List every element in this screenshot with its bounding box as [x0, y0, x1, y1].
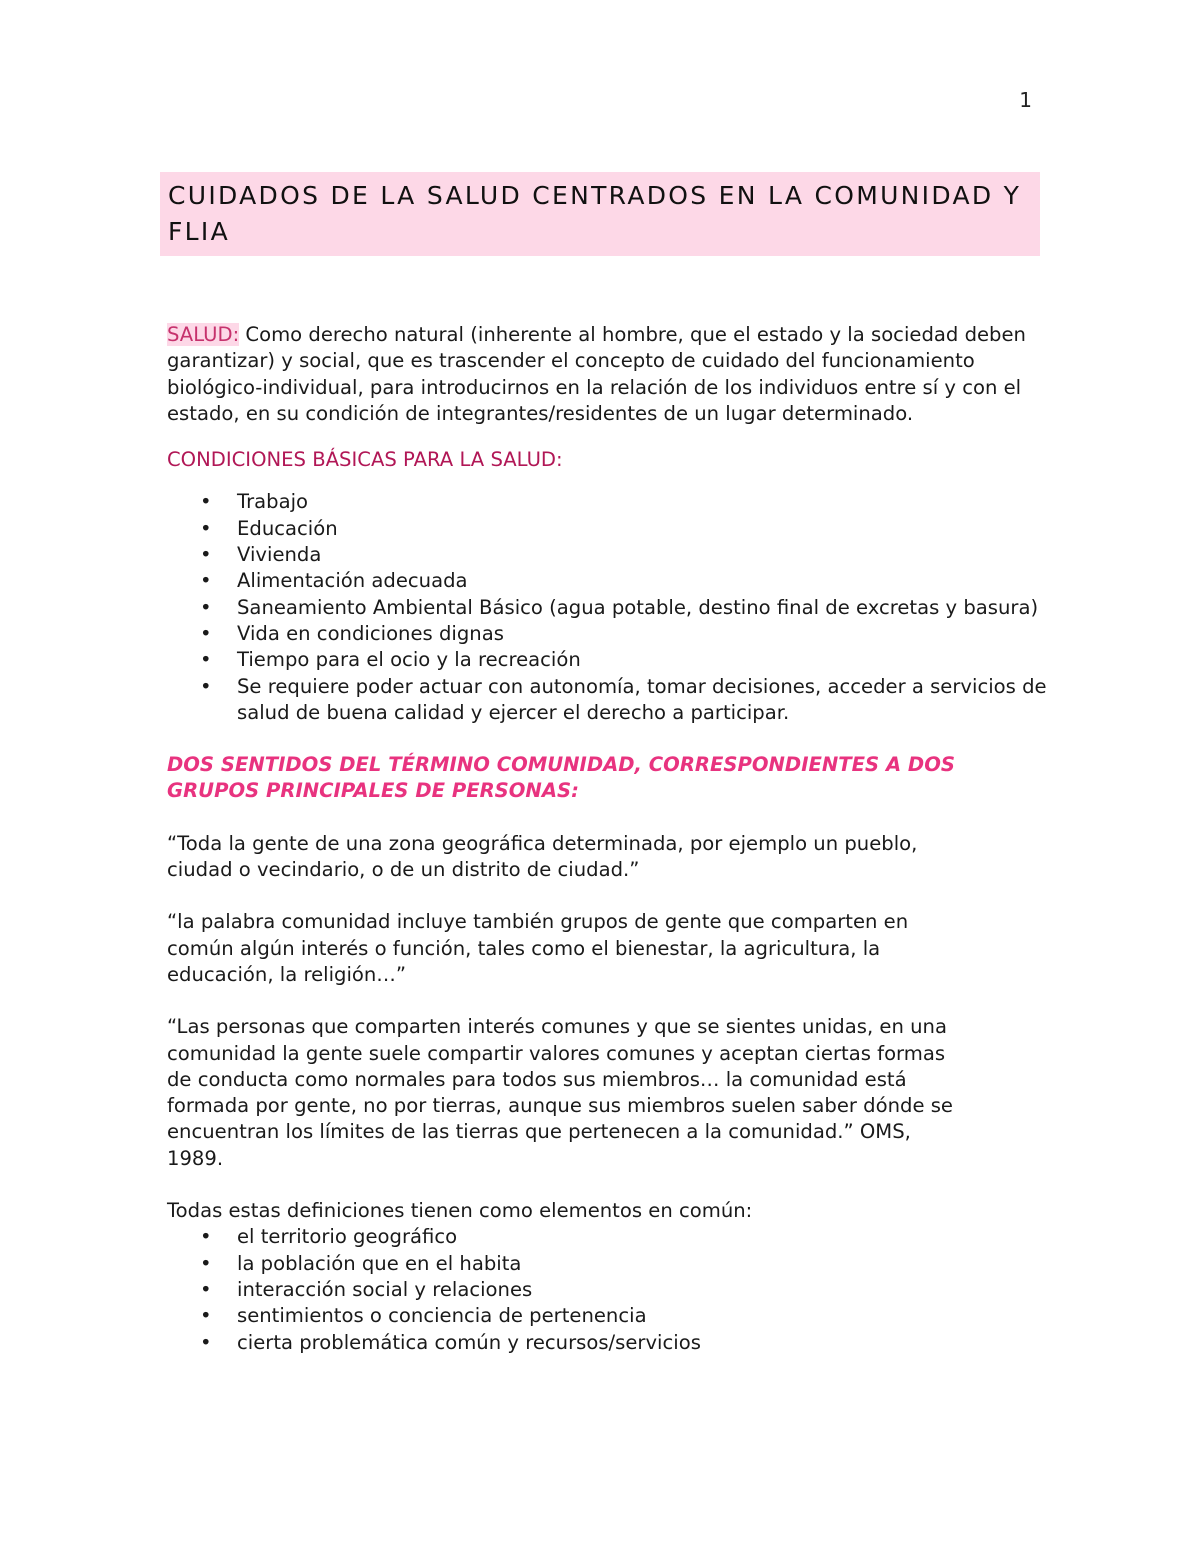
list-item-text: Alimentación adecuada — [237, 569, 468, 593]
list-item — [167, 595, 1047, 621]
bullet-icon: • — [200, 674, 212, 698]
list-item — [167, 647, 1047, 673]
list-item — [167, 1303, 1047, 1329]
quote-geographic: “Toda la gente de una zona geográfica determinada, por ejemplo un pueblo, ciudad o vecindario, o de un distrito de ciudad.” — [167, 831, 918, 882]
list-item-text: el territorio geográfico — [237, 1225, 458, 1249]
bullet-icon: • — [200, 1330, 212, 1354]
quote-interest: “la palabra comunidad incluye también grupos de gente que comparten en común algún interés o función, tales como el bienestar, la agricultura, la educación, la religión…” — [167, 910, 909, 986]
list-item-text: Educación — [237, 516, 338, 540]
list-item-text: Se requiere poder actuar con autonomía, tomar decisiones, acceder a servicios de salud de buena calidad y ejercer el derecho a participar. — [237, 674, 1047, 724]
list-item-text: Tiempo para el ocio y la recreación — [237, 648, 581, 672]
bullet-icon: • — [200, 1277, 212, 1301]
list-item — [167, 1251, 1047, 1277]
list-item — [167, 1224, 1047, 1250]
elementos-list — [167, 1224, 1047, 1355]
list-item — [167, 1277, 1047, 1303]
list-item — [167, 542, 1047, 568]
list-item-text: Vida en condiciones dignas — [237, 621, 504, 645]
page-number: 1 — [1019, 88, 1032, 112]
bullet-icon: • — [200, 490, 212, 514]
bullet-icon: • — [200, 1225, 212, 1249]
list-item — [167, 489, 1047, 515]
dos-sentidos-heading: DOS SENTIDOS DEL TÉRMINO COMUNIDAD, CORRESPONDIENTES A DOS GRUPOS PRINCIPALES DE PERSONAS: — [167, 753, 955, 803]
document-title: CUIDADOS DE LA SALUD CENTRADOS EN LA COMUNIDAD Y FLIA — [168, 181, 1022, 246]
document-body — [167, 322, 1047, 1356]
salud-paragraph — [167, 322, 1047, 427]
bullet-icon: • — [200, 1251, 212, 1275]
salud-text: Como derecho natural (inherente al hombre, que el estado y la sociedad deben garantizar) y social, que es trascender el concepto de cuidado del funcionamiento biológico-individual, para introducirnos en la relación de los individuos entre sí y con el estado, en su condición de integrantes/residentes de un lugar determinado. — [167, 323, 1026, 425]
list-item-text: Trabajo — [237, 490, 309, 514]
title-block — [160, 172, 1040, 256]
bullet-icon: • — [200, 1304, 212, 1328]
list-item — [167, 1330, 1047, 1356]
condiciones-list — [167, 489, 1047, 726]
list-item-text: cierta problemática común y recursos/servicios — [237, 1330, 701, 1354]
bullet-icon: • — [200, 543, 212, 567]
bullet-icon: • — [200, 516, 212, 540]
list-item-text: Vivienda — [237, 543, 322, 567]
list-item — [167, 674, 1047, 727]
salud-label: SALUD: — [167, 323, 240, 346]
elementos-intro: Todas estas definiciones tienen como elementos en común: — [167, 1199, 753, 1223]
bullet-icon: • — [200, 621, 212, 645]
list-item-text: la población que en el habita — [237, 1251, 522, 1275]
condiciones-heading: CONDICIONES BÁSICAS PARA LA SALUD: — [167, 448, 563, 472]
list-item-text: Saneamiento Ambiental Básico (agua potable, destino final de excretas y basura) — [237, 595, 1039, 619]
quote-oms: “Las personas que comparten interés comunes y que se sientes unidas, en una comunidad la gente suele compartir valores comunes y aceptan ciertas formas de conducta como normales para todos sus miembros… la comunidad está formada por gente, no por tierras, aunque sus miembros suelen saber dónde se encuentran los límites de las tierras que pertenecen a la comunidad.” OMS, 1989. — [167, 1015, 953, 1170]
bullet-icon: • — [200, 595, 212, 619]
bullet-icon: • — [200, 648, 212, 672]
bullet-icon: • — [200, 569, 212, 593]
list-item-text: sentimientos o conciencia de pertenencia — [237, 1304, 647, 1328]
list-item-text: interacción social y relaciones — [237, 1277, 533, 1301]
list-item — [167, 568, 1047, 594]
list-item — [167, 621, 1047, 647]
list-item — [167, 516, 1047, 542]
